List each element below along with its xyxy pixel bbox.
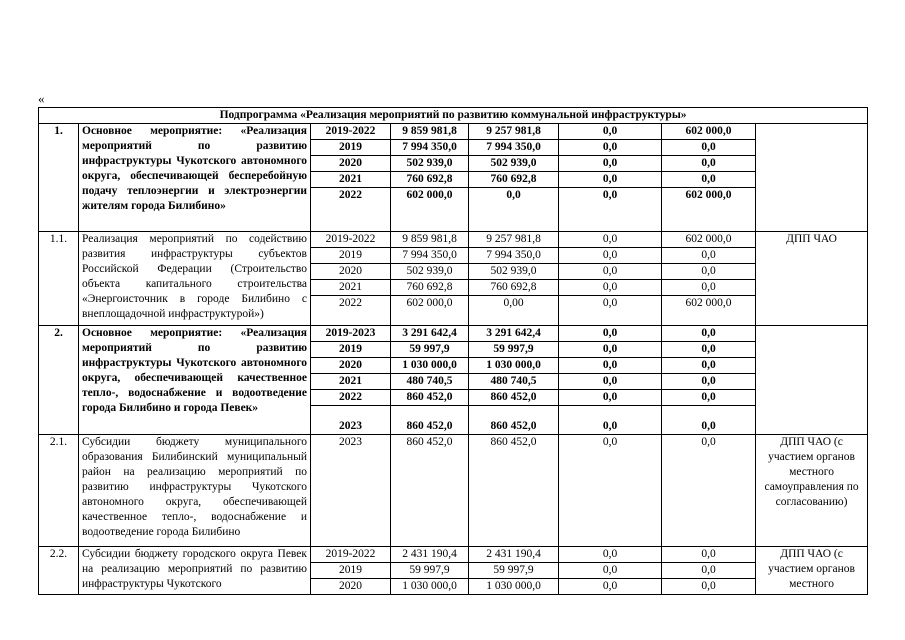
amount-other-sources: 602 000,0	[662, 124, 756, 140]
amount-federal-budget: 860 452,0	[469, 435, 559, 547]
amount-other-sources: 0,0	[662, 342, 756, 358]
period-year: 2020	[311, 358, 391, 374]
amount-regional-budget: 0,0	[559, 156, 662, 172]
amount-regional-budget: 0,0	[559, 358, 662, 374]
amount-federal-budget: 502 939,0	[469, 264, 559, 280]
item-number: 2.	[39, 326, 79, 435]
period-year: 2022	[311, 188, 391, 232]
amount-federal-budget: 7 994 350,0	[469, 140, 559, 156]
amount-other-sources: 0,0	[662, 156, 756, 172]
amount-total: 7 994 350,0	[391, 248, 469, 264]
period-year: 2022	[311, 296, 391, 326]
responsible-executor: ДПП ЧАО (с участием органов местного	[756, 547, 868, 595]
amount-other-sources: 0,0	[662, 390, 756, 406]
subprogram-header-row	[39, 108, 868, 124]
responsible-executor: ДПП ЧАО	[756, 232, 868, 326]
period-year: 2019	[311, 140, 391, 156]
amount-federal-budget: 1 030 000,0	[469, 579, 559, 595]
amount-federal-budget: 59 997,9	[469, 342, 559, 358]
amount-federal-budget: 9 257 981,8	[469, 232, 559, 248]
amount-other-sources: 602 000,0	[662, 296, 756, 326]
amount-regional-budget: 0,0	[559, 188, 662, 232]
table-row	[39, 435, 868, 547]
item-number: 2.2.	[39, 547, 79, 595]
amount-total: 1 030 000,0	[391, 358, 469, 374]
measure-description: Основное мероприятие: «Реализация мероприятий по развитию инфраструктуры Чукотского автономного округа, обеспечивающей бесперебойную подачу теплоэнергии и электроэнергии жителям города Билибино»	[79, 124, 311, 232]
amount-total: 860 452,0	[391, 435, 469, 547]
amount-total: 602 000,0	[391, 188, 469, 232]
table-row	[39, 547, 868, 563]
amount-total: 7 994 350,0	[391, 140, 469, 156]
amount-federal-budget: 760 692,8	[469, 172, 559, 188]
amount-total: 9 859 981,8	[391, 124, 469, 140]
table-row	[39, 326, 868, 342]
amount-other-sources: 0,0	[662, 406, 756, 435]
amount-total: 502 939,0	[391, 264, 469, 280]
amount-federal-budget: 480 740,5	[469, 374, 559, 390]
amount-regional-budget: 0,0	[559, 563, 662, 579]
amount-federal-budget: 0,00	[469, 296, 559, 326]
item-number: 1.	[39, 124, 79, 232]
amount-total: 480 740,5	[391, 374, 469, 390]
subprogram-title: Подпрограмма «Реализация мероприятий по развитию коммунальной инфраструктуры»	[39, 108, 868, 124]
period-year: 2023	[311, 435, 391, 547]
amount-total: 860 452,0	[391, 406, 469, 435]
period-year: 2020	[311, 156, 391, 172]
amount-regional-budget: 0,0	[559, 140, 662, 156]
amount-total: 760 692,8	[391, 172, 469, 188]
amount-other-sources: 0,0	[662, 579, 756, 595]
amount-other-sources: 0,0	[662, 435, 756, 547]
amount-other-sources: 0,0	[662, 172, 756, 188]
amount-federal-budget: 0,0	[469, 188, 559, 232]
responsible-executor: ДПП ЧАО (с участием органов местного самоуправления по согласованию)	[756, 435, 868, 547]
period-year: 2019	[311, 248, 391, 264]
amount-total: 1 030 000,0	[391, 579, 469, 595]
period-year: 2019-2023	[311, 326, 391, 342]
period-year: 2022	[311, 390, 391, 406]
amount-other-sources: 0,0	[662, 140, 756, 156]
amount-regional-budget: 0,0	[559, 124, 662, 140]
amount-other-sources: 0,0	[662, 280, 756, 296]
amount-total: 602 000,0	[391, 296, 469, 326]
amount-other-sources: 0,0	[662, 264, 756, 280]
measure-description: Субсидии бюджету муниципального образования Билибинский муниципальный район на реализацию мероприятий по развитию инфраструктуры Чукотского автономного округа, обеспечивающей качественное тепло-, водоснабжение и водоотведение города Билибино	[79, 435, 311, 547]
period-year: 2019-2022	[311, 124, 391, 140]
period-year: 2021	[311, 172, 391, 188]
item-number: 1.1.	[39, 232, 79, 326]
amount-federal-budget: 1 030 000,0	[469, 358, 559, 374]
amount-federal-budget: 2 431 190,4	[469, 547, 559, 563]
amount-regional-budget: 0,0	[559, 579, 662, 595]
amount-federal-budget: 860 452,0	[469, 390, 559, 406]
amount-federal-budget: 59 997,9	[469, 563, 559, 579]
amount-federal-budget: 9 257 981,8	[469, 124, 559, 140]
amount-regional-budget: 0,0	[559, 264, 662, 280]
responsible-executor	[756, 326, 868, 435]
period-year: 2020	[311, 264, 391, 280]
period-year: 2023	[311, 406, 391, 435]
amount-regional-budget: 0,0	[559, 342, 662, 358]
amount-regional-budget: 0,0	[559, 547, 662, 563]
period-year: 2021	[311, 280, 391, 296]
amount-federal-budget: 860 452,0	[469, 406, 559, 435]
subprogram-table	[38, 107, 868, 595]
amount-total: 760 692,8	[391, 280, 469, 296]
measure-description: Основное мероприятие: «Реализация мероприятий по развитию инфраструктуры Чукотского автономного округа, обеспечивающей качественное тепло-, водоснабжение и водоотведение города Билибино и города Певек»	[79, 326, 311, 435]
amount-regional-budget: 0,0	[559, 406, 662, 435]
amount-total: 2 431 190,4	[391, 547, 469, 563]
item-number: 2.1.	[39, 435, 79, 547]
amount-total: 59 997,9	[391, 342, 469, 358]
period-year: 2021	[311, 374, 391, 390]
period-year: 2019-2022	[311, 547, 391, 563]
amount-total: 3 291 642,4	[391, 326, 469, 342]
amount-regional-budget: 0,0	[559, 326, 662, 342]
amount-federal-budget: 3 291 642,4	[469, 326, 559, 342]
measure-description: Субсидии бюджету городского округа Певек на реализацию мероприятий по развитию инфраструктуры Чукотского	[79, 547, 311, 595]
amount-total: 860 452,0	[391, 390, 469, 406]
amount-federal-budget: 502 939,0	[469, 156, 559, 172]
amount-regional-budget: 0,0	[559, 435, 662, 547]
amount-regional-budget: 0,0	[559, 232, 662, 248]
amount-federal-budget: 7 994 350,0	[469, 248, 559, 264]
period-year: 2019	[311, 563, 391, 579]
period-year: 2019-2022	[311, 232, 391, 248]
amount-other-sources: 0,0	[662, 563, 756, 579]
amount-other-sources: 0,0	[662, 358, 756, 374]
amount-regional-budget: 0,0	[559, 374, 662, 390]
amount-federal-budget: 760 692,8	[469, 280, 559, 296]
amount-other-sources: 602 000,0	[662, 232, 756, 248]
amount-total: 59 997,9	[391, 563, 469, 579]
responsible-executor	[756, 124, 868, 232]
amount-total: 9 859 981,8	[391, 232, 469, 248]
opening-quote-mark: «	[38, 91, 45, 106]
measure-description: Реализация мероприятий по содействию развития инфраструктуры субъектов Российской Федерации (Строительство объекта капитального строительства «Энергоисточник в городе Билибино с внеплощадочной инфраструктурой»)	[79, 232, 311, 326]
table-row	[39, 124, 868, 140]
amount-other-sources: 0,0	[662, 326, 756, 342]
amount-other-sources: 0,0	[662, 248, 756, 264]
amount-other-sources: 0,0	[662, 547, 756, 563]
amount-total: 502 939,0	[391, 156, 469, 172]
amount-regional-budget: 0,0	[559, 280, 662, 296]
amount-regional-budget: 0,0	[559, 248, 662, 264]
amount-regional-budget: 0,0	[559, 172, 662, 188]
period-year: 2020	[311, 579, 391, 595]
amount-other-sources: 602 000,0	[662, 188, 756, 232]
amount-regional-budget: 0,0	[559, 296, 662, 326]
amount-regional-budget: 0,0	[559, 390, 662, 406]
table-row	[39, 232, 868, 248]
period-year: 2019	[311, 342, 391, 358]
amount-other-sources: 0,0	[662, 374, 756, 390]
